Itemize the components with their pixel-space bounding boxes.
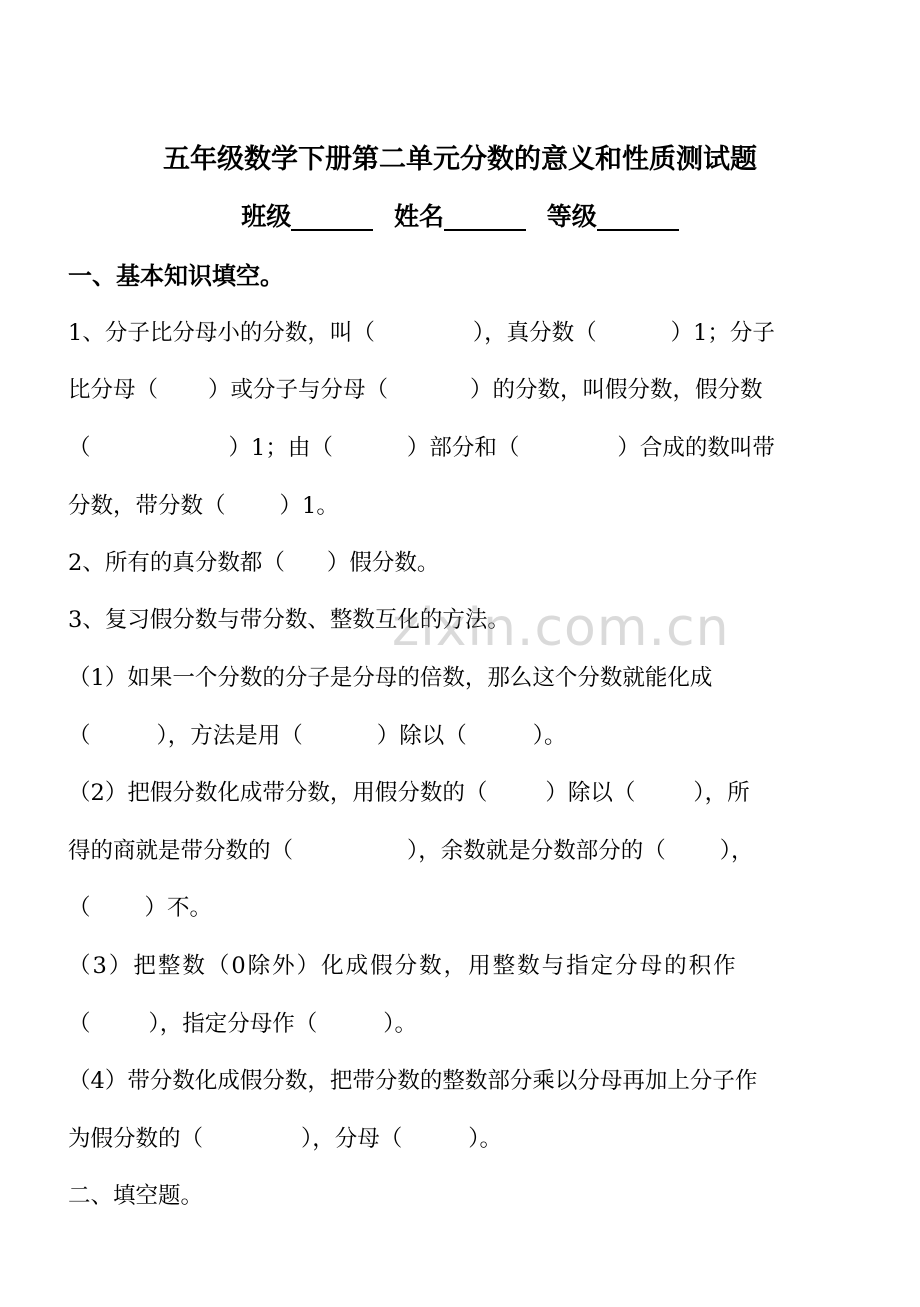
question-text: ），分母（ bbox=[301, 1126, 403, 1152]
question-text: ），所 bbox=[693, 780, 750, 806]
question-text: ）。 bbox=[532, 723, 567, 749]
q3-3-line-1: （3）把整数（0除外）化成假分数，用整数与指定分母的积作 bbox=[68, 953, 738, 979]
question-text: ）。 bbox=[383, 1011, 418, 1037]
q3-2-line-1 bbox=[68, 773, 854, 813]
name-label: 姓名 bbox=[393, 202, 444, 231]
q1-line-1 bbox=[68, 313, 854, 353]
q3-1-line-1: （1）如果一个分数的分子是分母的倍数，那么这个分数就能化成 bbox=[68, 665, 713, 691]
grade-label: 等级 bbox=[546, 202, 597, 231]
question-text: （ bbox=[68, 895, 91, 921]
q1-line-2 bbox=[68, 370, 854, 410]
q1-line-4 bbox=[68, 486, 854, 526]
question-text: ）1。 bbox=[279, 493, 339, 519]
question-text: （2）把假分数化成带分数，用假分数的（ bbox=[68, 780, 488, 806]
q2-line bbox=[68, 543, 854, 583]
q3-1-line-2 bbox=[68, 716, 854, 756]
question-text: 得的商就是带分数的（ bbox=[68, 838, 294, 864]
question-text: ）。 bbox=[468, 1126, 503, 1152]
q3-4-line-1: （4）带分数化成假分数，把带分数的整数部分乘以分母再加上分子作 bbox=[68, 1068, 758, 1094]
section-2-heading: 二、填空题。 bbox=[68, 1183, 204, 1209]
question-text: 为假分数的（ bbox=[68, 1126, 204, 1152]
q3-intro: 3、复习假分数与带分数、整数互化的方法。 bbox=[68, 607, 510, 633]
question-text: ），指定分母作（ bbox=[148, 1011, 318, 1037]
question-text: ）1；由（ bbox=[228, 435, 333, 461]
question-text: 1、分子比分母小的分数，叫（ bbox=[68, 320, 375, 346]
question-text: 比分母（ bbox=[68, 377, 159, 403]
question-text: ）不。 bbox=[144, 895, 213, 921]
name-blank[interactable] bbox=[444, 199, 526, 231]
section-1-heading: 一、基本知识填空。 bbox=[68, 262, 284, 290]
question-text: ）的分数，叫假分数，假分数 bbox=[470, 377, 763, 403]
question-text: 分数，带分数（ bbox=[68, 493, 226, 519]
q3-4-line-2 bbox=[68, 1119, 854, 1159]
class-blank[interactable] bbox=[291, 199, 373, 231]
question-text: ）部分和（ bbox=[406, 435, 520, 461]
question-text: ）合成的数叫带 bbox=[617, 435, 775, 461]
question-text: ）， bbox=[719, 838, 754, 864]
watermark: zixin.com.cn bbox=[392, 598, 730, 658]
question-text: 2、所有的真分数都（ bbox=[68, 550, 285, 576]
question-text: （ bbox=[68, 1011, 91, 1037]
q1-line-3 bbox=[68, 428, 854, 468]
q3-2-line-2 bbox=[68, 831, 854, 871]
question-text: （ bbox=[68, 435, 91, 461]
question-text: ）或分子与分母（ bbox=[208, 377, 389, 403]
grade-blank[interactable] bbox=[597, 199, 679, 231]
class-label: 班级 bbox=[241, 202, 292, 231]
q3-3-line-2 bbox=[68, 1004, 854, 1044]
page-title: 五年级数学下册第二单元分数的意义和性质测试题 bbox=[163, 144, 757, 175]
question-text: （ bbox=[68, 723, 91, 749]
question-text: ）除以（ bbox=[545, 780, 636, 806]
student-info-row bbox=[0, 197, 920, 237]
question-text: ），真分数（ bbox=[472, 320, 597, 346]
question-text: ），方法是用（ bbox=[156, 723, 303, 749]
question-text: ）假分数。 bbox=[326, 550, 440, 576]
question-text: ）除以（ bbox=[376, 723, 467, 749]
question-text: ），余数就是分数部分的（ bbox=[407, 838, 666, 864]
q3-2-line-3 bbox=[68, 888, 854, 928]
question-text: ）1；分子 bbox=[670, 320, 775, 346]
